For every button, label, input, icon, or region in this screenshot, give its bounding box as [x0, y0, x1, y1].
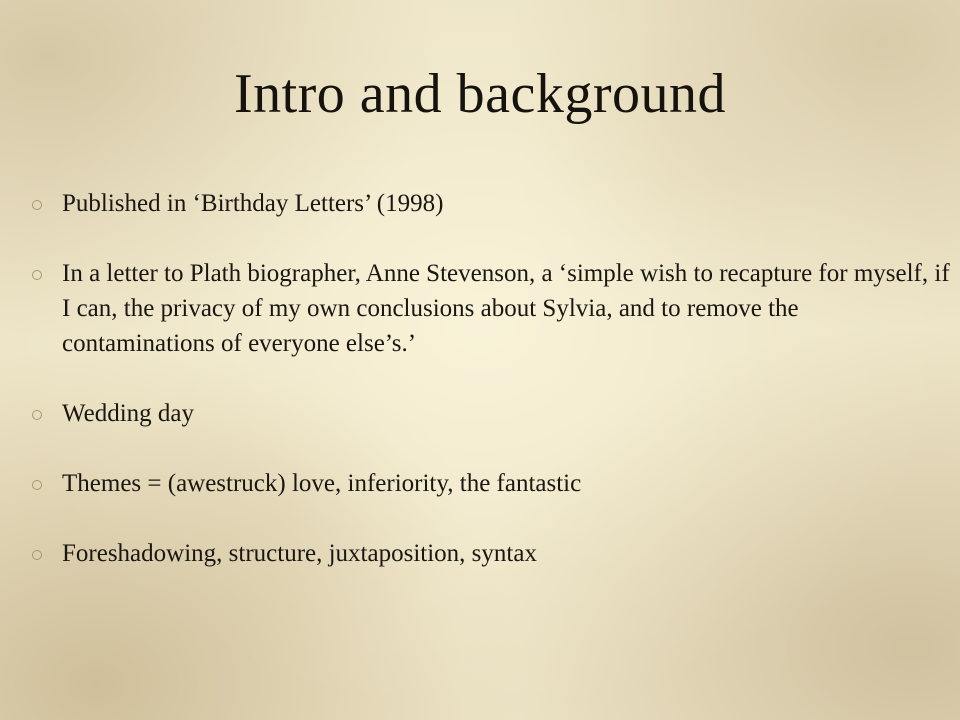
bullet-text: Themes = (awestruck) love, inferiority, the fantastic: [62, 470, 582, 497]
slide-title: Intro and background: [233, 63, 727, 125]
bullet-item: [30, 396, 950, 431]
bullet-text: Wedding day: [62, 400, 194, 427]
bullet-item: [30, 256, 950, 361]
circle-bullet-icon: [32, 270, 42, 280]
circle-bullet-icon: [32, 480, 42, 490]
bullet-text: Foreshadowing, structure, juxtaposition, syntax: [62, 540, 537, 567]
bullet-list: [30, 186, 950, 606]
circle-bullet-icon: [32, 200, 42, 210]
bullet-item: [30, 536, 950, 571]
circle-bullet-icon: [32, 550, 42, 560]
bullet-item: [30, 466, 950, 501]
bullet-text: Published in ‘Birthday Letters’ (1998): [62, 190, 444, 217]
bullet-text: In a letter to Plath biographer, Anne Stevenson, a ‘simple wish to recapture for myself, if I can, the privacy of my own conclusions about Sylvia, and to remove the contaminations of everyone else’s.’: [62, 260, 950, 357]
bullet-item: [30, 186, 950, 221]
circle-bullet-icon: [32, 410, 42, 420]
